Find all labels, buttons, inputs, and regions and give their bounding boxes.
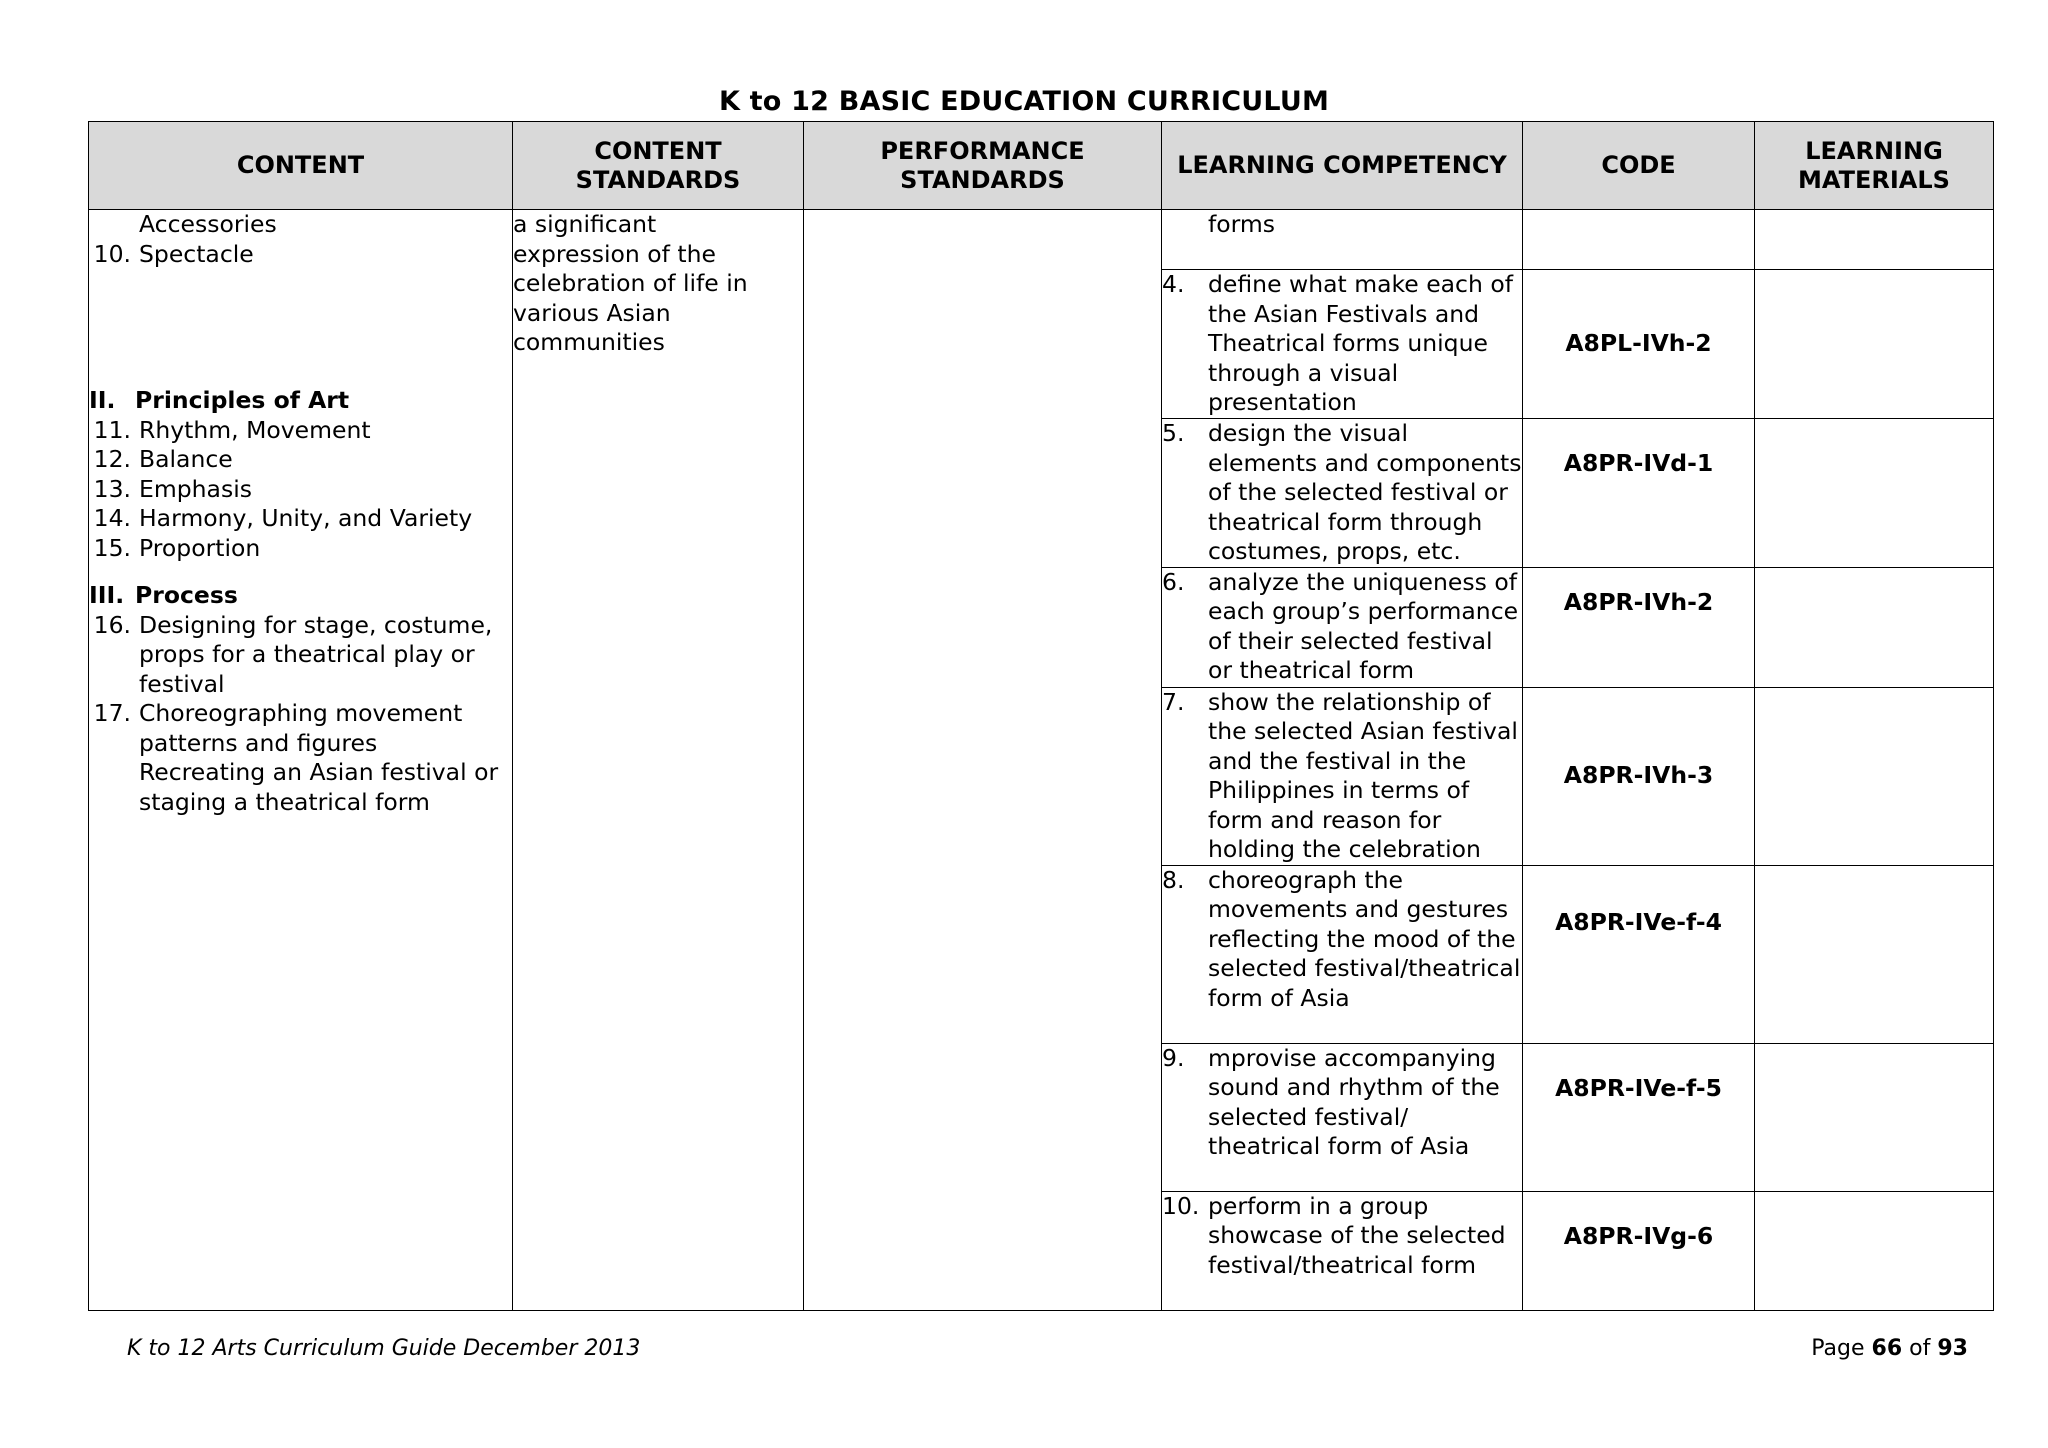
content-item: 16. Designing for stage, costume, <box>93 610 493 639</box>
content-line: Accessories <box>139 210 277 238</box>
code-cell: A8PR-IVe-f-5 <box>1523 1043 1755 1191</box>
content-standard-line: various Asian <box>513 298 671 327</box>
content-cell <box>89 210 513 1311</box>
content-item: patterns and figures <box>139 728 378 757</box>
section-heading: II. Principles of Art <box>89 386 350 414</box>
content-item: 14. Harmony, Unity, and Variety <box>93 504 473 532</box>
header-learning-competency: LEARNING COMPETENCY <box>1162 122 1523 210</box>
document-title: K to 12 BASIC EDUCATION CURRICULUM <box>718 86 1330 117</box>
competency-cell: 6. analyze the uniqueness of each group’s performance of their selected festival or theatrical form <box>1162 567 1523 687</box>
learning-materials-cell <box>1755 1191 1994 1311</box>
footer-guide-title: K to 12 Arts Curriculum Guide December 2013 <box>127 1336 641 1361</box>
content-item: Recreating an Asian festival or <box>139 758 499 786</box>
curriculum-table <box>88 121 1994 1311</box>
header-row <box>89 122 1994 210</box>
competency-cell: forms <box>1162 210 1523 270</box>
content-item: festival <box>139 669 225 698</box>
content-item: 10. Spectacle <box>93 239 254 268</box>
learning-materials-cell <box>1755 865 1994 1043</box>
code-cell: A8PR-IVd-1 <box>1523 419 1755 568</box>
content-standard-line: communities <box>513 328 665 356</box>
content-item: 11. Rhythm, Movement <box>93 415 371 444</box>
competency-cell: 5. design the visual elements and components of the selected festival or theatrical form through costumes, props, etc. <box>1162 419 1522 565</box>
learning-materials-cell <box>1755 419 1994 568</box>
page-number: Page 66 of 93 <box>1811 1336 1968 1361</box>
content-item: 17. Choreographing movement <box>93 699 463 727</box>
header-code: CODE <box>1523 122 1755 210</box>
content-item: 13. Emphasis <box>93 474 252 503</box>
learning-materials-cell <box>1755 1043 1994 1191</box>
competency-cell: 8. choreograph the movements and gestures reflecting the mood of the selected festival/theatrical form of Asia <box>1162 865 1523 1043</box>
learning-materials-cell <box>1755 270 1994 419</box>
code-cell <box>1523 210 1755 270</box>
learning-materials-cell <box>1755 567 1994 687</box>
section-heading: III. Process <box>89 581 238 609</box>
content-item: props for a theatrical play or <box>139 640 475 668</box>
code-cell: A8PR-IVg-6 <box>1523 1191 1755 1311</box>
header-learning-materials: LEARNING MATERIALS <box>1755 122 1994 210</box>
competency-cell: 4. define what make each of the Asian Festivals and Theatrical forms unique through a visual presentation <box>1162 270 1523 419</box>
competency-cell: 7. show the relationship of the selected Asian festival and the festival in the Philippines in terms of form and reason for holding the celebration <box>1162 687 1523 865</box>
code-cell: A8PR-IVe-f-4 <box>1523 865 1755 1043</box>
learning-materials-cell <box>1755 210 1994 270</box>
content-standard-line: celebration of life in <box>513 269 748 297</box>
code-cell: A8PR-IVh-3 <box>1523 687 1755 865</box>
learning-materials-cell <box>1755 687 1994 865</box>
content-item: 12. Balance <box>93 445 233 473</box>
header-content-standards: CONTENT STANDARDS <box>513 122 804 210</box>
code-cell: A8PR-IVh-2 <box>1523 567 1755 687</box>
performance-standards-cell <box>804 210 1162 1311</box>
content-standard-line: expression of the <box>513 239 716 268</box>
content-standard-line: a significant <box>513 210 657 238</box>
code-cell: A8PL-IVh-2 <box>1523 270 1755 419</box>
content-item: staging a theatrical form <box>139 787 430 816</box>
competency-cell: 10. perform in a group showcase of the selected festival/theatrical form <box>1162 1191 1523 1311</box>
content-standards-cell <box>513 210 804 1311</box>
table-row <box>89 210 1994 270</box>
header-content: CONTENT <box>89 122 513 210</box>
content-item: 15. Proportion <box>93 533 261 562</box>
competency-cell: 9. mprovise accompanying sound and rhythm of the selected festival/ theatrical form of Asia <box>1162 1043 1523 1191</box>
header-performance-standards: PERFORMANCE STANDARDS <box>804 122 1162 210</box>
